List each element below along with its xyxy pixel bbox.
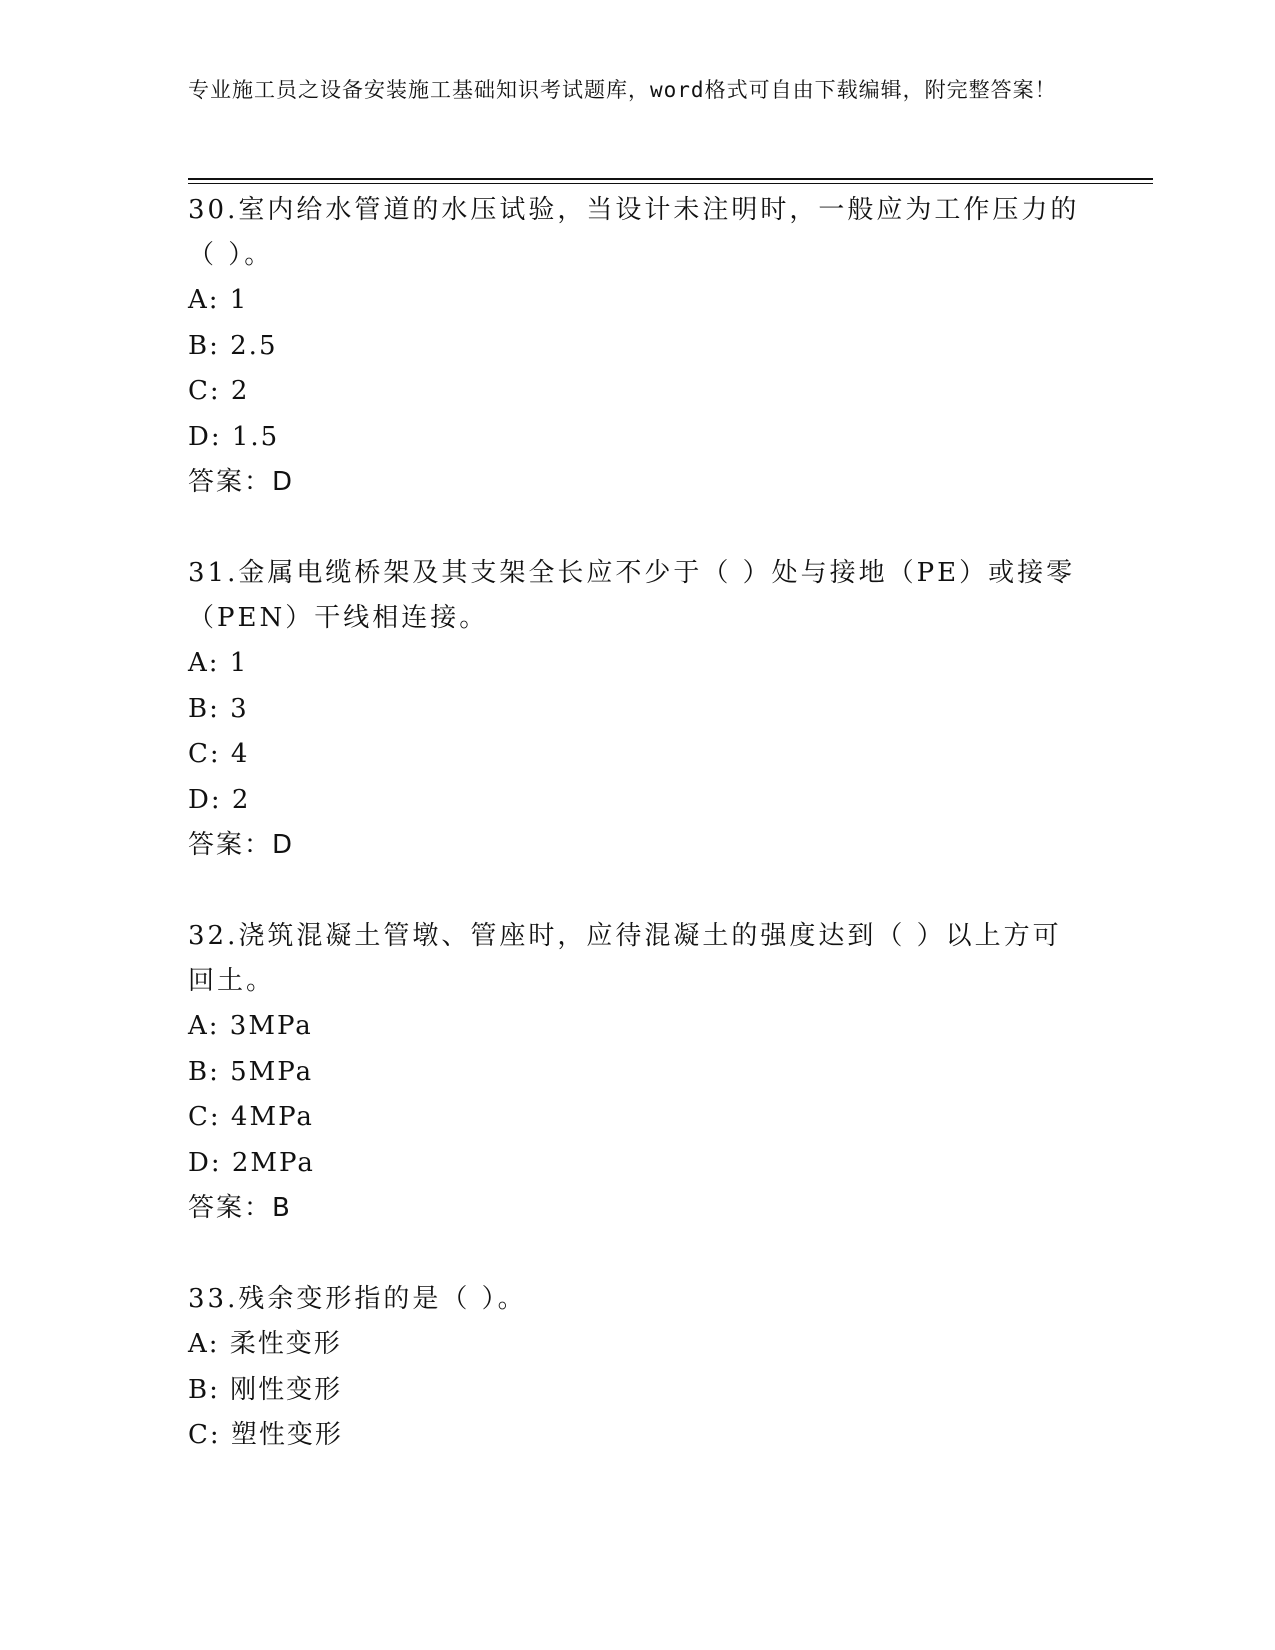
option-a: A: 柔性变形 xyxy=(188,1329,342,1359)
option-a: A: 1 xyxy=(188,648,249,678)
option-c: C: 4MPa xyxy=(188,1102,314,1132)
question-33 xyxy=(188,1277,1088,1459)
question-stem: 30.室内给水管道的水压试验，当设计未注明时，一般应为工作压力的（ ）。 xyxy=(188,195,1080,270)
document-header: 专业施工员之设备安装施工基础知识考试题库，word格式可自由下载编辑，附完整答案！ xyxy=(188,78,1057,102)
question-stem: 32.浇筑混凝土管墩、管座时，应待混凝土的强度达到（ ）以上方可回土。 xyxy=(188,921,1062,996)
question-32 xyxy=(188,914,1088,1231)
option-c: C: 4 xyxy=(188,739,250,769)
option-b: B: 3 xyxy=(188,693,249,724)
option-b: B: 2.5 xyxy=(188,330,278,361)
option-d: D: 2 xyxy=(188,784,251,815)
option-b: B: 5MPa xyxy=(188,1056,314,1087)
option-c: C: 2 xyxy=(188,376,250,406)
question-31 xyxy=(188,551,1088,868)
option-b: B: 刚性变形 xyxy=(188,1374,343,1405)
question-stem: 33.残余变形指的是（ ）。 xyxy=(188,1284,527,1314)
header-divider-thick xyxy=(188,178,1153,180)
answer-line: 答案：D xyxy=(188,467,295,497)
header-divider-thin xyxy=(188,183,1153,184)
option-c: C: 塑性变形 xyxy=(188,1420,343,1450)
option-d: D: 1.5 xyxy=(188,421,280,452)
option-a: A: 1 xyxy=(188,285,249,315)
question-stem: 31.金属电缆桥架及其支架全长应不少于（ ）处与接地（PE）或接零（PEN）干线相连接。 xyxy=(188,558,1076,633)
answer-line: 答案：D xyxy=(188,830,295,860)
option-a: A: 3MPa xyxy=(188,1011,313,1041)
answer-line: 答案：B xyxy=(188,1193,292,1223)
option-d: D: 2MPa xyxy=(188,1147,315,1178)
question-30 xyxy=(188,188,1088,505)
